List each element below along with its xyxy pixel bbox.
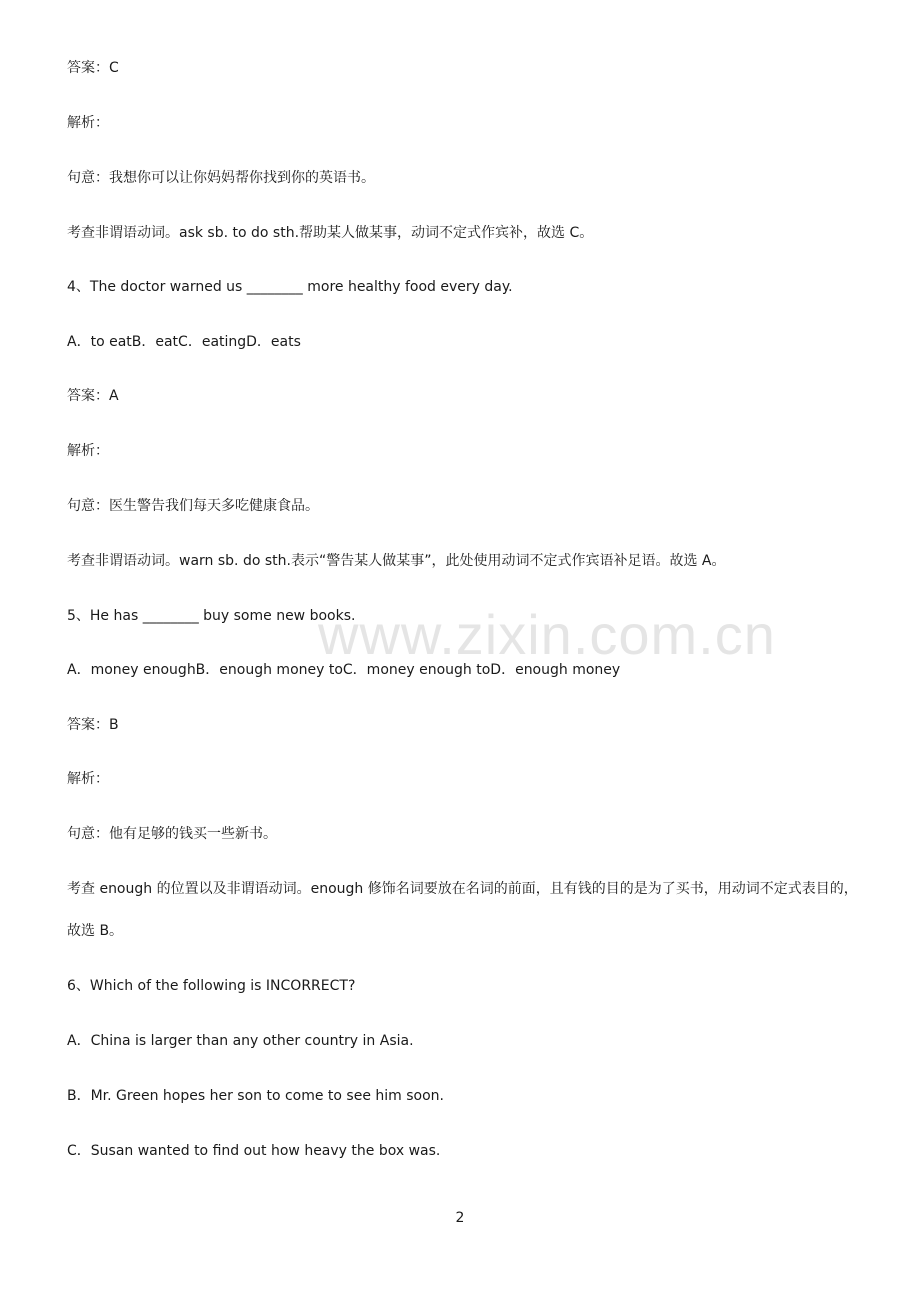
option-b: B．Mr. Green hopes her son to come to see him soon. [67, 1088, 445, 1104]
analysis-label: 解析： [67, 115, 109, 131]
analysis-label: 解析： [67, 443, 109, 459]
option-c: C．Susan wanted to find out how heavy the box was. [67, 1143, 441, 1159]
options-4: A．to eatB．eatC．eatingD．eats [67, 334, 301, 350]
options-5: A．money enoughB．enough money toC．money enough toD．enough money [67, 662, 621, 678]
page-number: 2 [455, 1210, 465, 1226]
question-6: 6、Which of the following is INCORRECT? [67, 978, 356, 994]
answer-line: 答案：A [67, 388, 119, 404]
question-4: 4、The doctor warned us ________ more healthy food every day. [67, 279, 513, 295]
explanation-line: 考查非谓语动词。warn sb. do sth.表示“警告某人做某事”，此处使用动词不定式作宾语补足语。故选 A。 [67, 553, 726, 569]
sentence-meaning: 句意：他有足够的钱买一些新书。 [67, 826, 277, 842]
option-a: A．China is larger than any other country in Asia. [67, 1033, 414, 1049]
sentence-meaning: 句意：我想你可以让你妈妈帮你找到你的英语书。 [67, 170, 375, 186]
answer-line: 答案：C [67, 60, 119, 76]
analysis-label: 解析： [67, 771, 109, 787]
explanation-line: 考查非谓语动词。ask sb. to do sth.帮助某人做某事，动词不定式作宾补，故选 C。 [67, 225, 594, 241]
watermark: www.zixin.com.cn [318, 603, 776, 666]
sentence-meaning: 句意：医生警告我们每天多吃健康食品。 [67, 498, 319, 514]
answer-line: 答案：B [67, 717, 119, 733]
question-5: 5、He has ________ buy some new books. [67, 608, 356, 624]
explanation-line: 考查 enough 的位置以及非谓语动词。enough 修饰名词要放在名词的前面，且有钱的目的是为了买书，用动词不定式表目的，故选 B。 [67, 881, 858, 939]
